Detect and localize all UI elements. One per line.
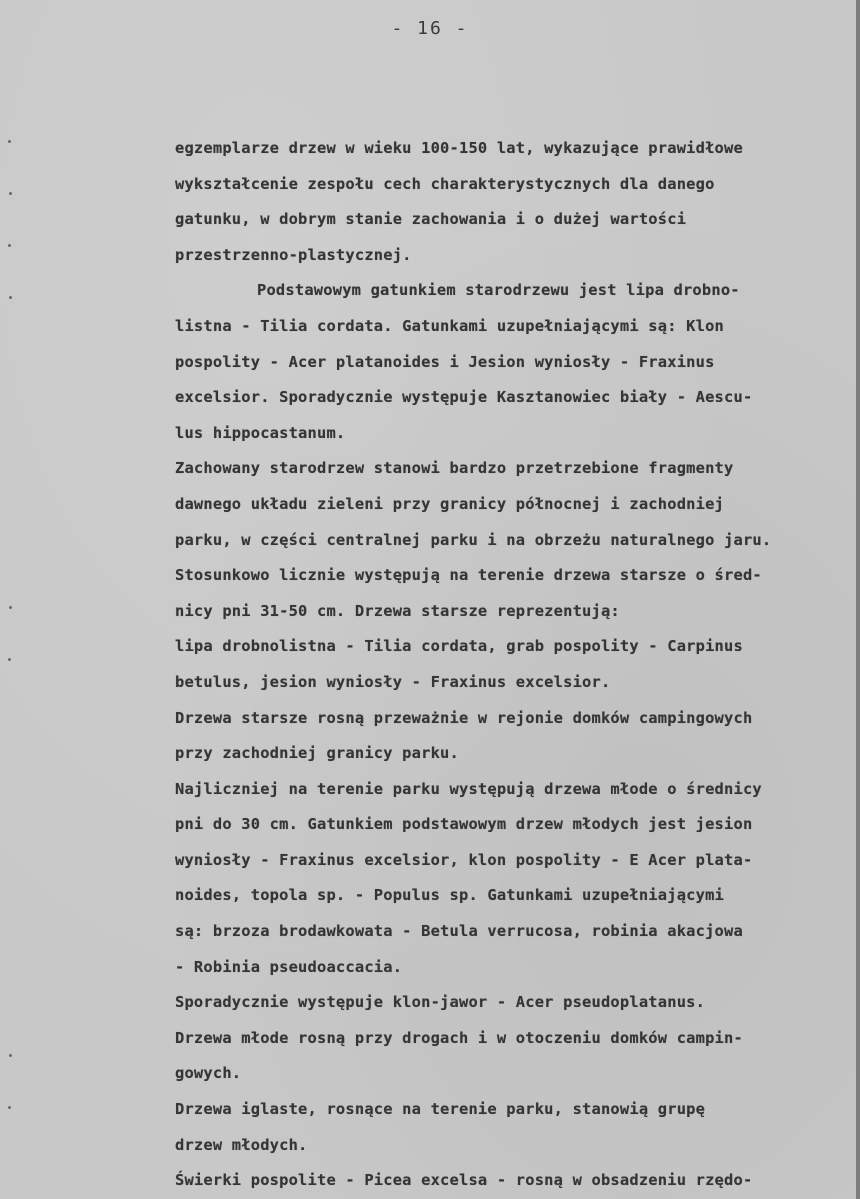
text-line: listna - Tilia cordata. Gatunkami uzupełniającymi są: Klon (175, 316, 725, 335)
text-line: noides, topola sp. - Populus sp. Gatunkami uzupełniającymi (175, 886, 725, 905)
text-line: przy zachodniej granicy parku. (175, 744, 459, 763)
text-line: wykształcenie zespołu cech charakterystycznych dla danego (175, 174, 715, 193)
text-line: pni do 30 cm. Gatunkiem podstawowym drzew młodych jest jesion (175, 815, 753, 834)
page-number: - 16 - (391, 18, 469, 39)
margin-dot (8, 658, 11, 661)
text-line: pospolity - Acer platanoides i Jesion wyniosły - Fraxinus (175, 352, 715, 371)
text-line: gowych. (175, 1064, 242, 1083)
text-line: są: brzoza brodawkowata - Betula verrucosa, robinia akacjowa (175, 922, 743, 941)
text-line: przestrzenno-plastycznej. (175, 245, 412, 264)
margin-dot (9, 606, 12, 609)
text-line: Drzewa młode rosną przy drogach i w otoczeniu domków campin- (175, 1028, 743, 1047)
margin-dot (8, 244, 11, 247)
text-line: Świerki pospolite - Picea excelsa - rosną w obsadzeniu rzędo- (175, 1171, 753, 1190)
text-line: lus hippocastanum. (175, 423, 346, 442)
text-line: lipa drobnolistna - Tilia cordata, grab pospolity - Carpinus (175, 637, 743, 656)
text-line: parku, w części centralnej parku i na obrzeżu naturalnego jaru. (175, 530, 772, 549)
text-line: egzemplarze drzew w wieku 100-150 lat, wykazujące prawidłowe (175, 139, 743, 157)
margin-dot (8, 1106, 11, 1109)
text-line: Najliczniej na terenie parku występują drzewa młode o średnicy (175, 779, 762, 798)
text-line: nicy pni 31-50 cm. Drzewa starsze reprezentują: (175, 601, 620, 620)
text-line: Stosunkowo licznie występują na terenie drzewa starsze o śred- (175, 566, 762, 585)
text-line: wyniosły - Fraxinus excelsior, klon pospolity - E Acer plata- (175, 850, 753, 869)
text-line: Zachowany starodrzew stanowi bardzo przetrzebione fragmenty (175, 459, 734, 478)
margin-dot (9, 296, 12, 299)
text-line: Drzewa starsze rosną przeważnie w rejonie domków campingowych (175, 708, 753, 727)
text-line: Sporadycznie występuje klon-jawor - Acer pseudoplatanus. (175, 993, 706, 1012)
page-edge-shadow (856, 0, 860, 1199)
margin-dot (8, 140, 11, 143)
text-line: dawnego układu zieleni przy granicy północnej i zachodniej (175, 494, 725, 513)
text-line: Podstawowym gatunkiem starodrzewu jest lipa drobno- (257, 281, 740, 300)
text-line: - Robinia pseudoaccacia. (175, 957, 403, 976)
text-line: Drzewa iglaste, rosnące na terenie parku, stanowią grupę (175, 1100, 706, 1119)
margin-dot (9, 1054, 12, 1057)
body-text (175, 131, 855, 1199)
text-line: gatunku, w dobrym stanie zachowania i o dużej wartości (175, 210, 687, 229)
margin-dot (9, 192, 12, 195)
text-line: excelsior. Sporadycznie występuje Kasztanowiec biały - Aescu- (175, 388, 753, 407)
text-line: drzew młodych. (175, 1135, 308, 1154)
text-line: betulus, jesion wyniosły - Fraxinus excelsior. (175, 672, 611, 691)
